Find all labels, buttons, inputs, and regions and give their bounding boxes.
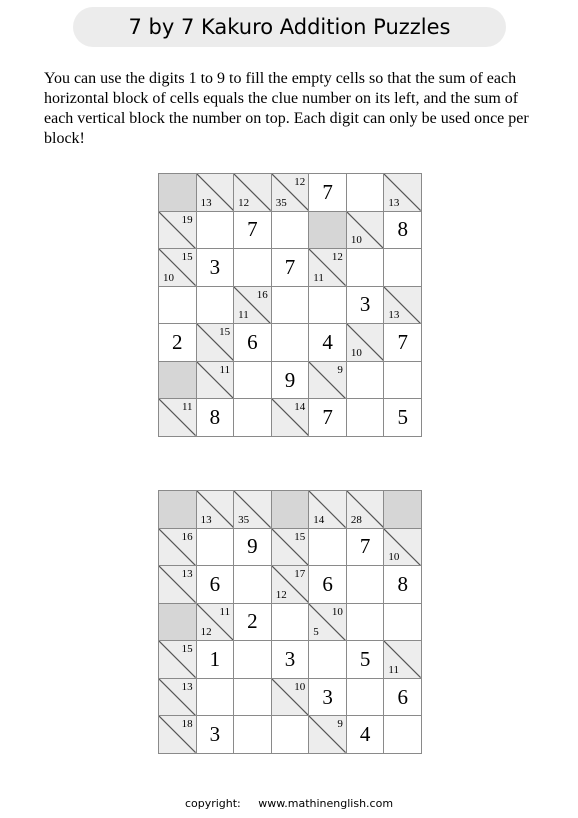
clue-cell (159, 212, 197, 250)
down-clue: 10 (350, 346, 362, 359)
answer-cell[interactable] (159, 287, 197, 325)
footer (0, 797, 578, 810)
across-clue: 12 (331, 251, 343, 264)
across-clue: 15 (219, 326, 231, 339)
answer-cell[interactable] (272, 604, 310, 642)
down-clue: 12 (275, 588, 287, 601)
given-digit: 2 (247, 609, 258, 634)
down-clue: 28 (350, 513, 362, 526)
down-clue: 35 (275, 196, 287, 209)
answer-cell[interactable] (347, 399, 385, 437)
clue-cell (159, 679, 197, 717)
given-digit: 8 (397, 571, 408, 596)
given-digit: 7 (359, 534, 371, 559)
down-clue: 35 (238, 513, 250, 526)
clue-cell (159, 641, 197, 679)
given-digit: 9 (284, 367, 296, 392)
given-digit: 3 (359, 292, 371, 317)
clue-cell (197, 174, 235, 212)
clue-cell (272, 529, 310, 567)
across-clue: 16 (181, 530, 193, 543)
answer-cell[interactable] (384, 399, 422, 437)
answer-cell[interactable] (272, 212, 310, 250)
down-clue: 13 (388, 309, 400, 322)
answer-cell[interactable] (309, 566, 347, 604)
answer-cell[interactable] (347, 287, 385, 325)
answer-cell[interactable] (309, 287, 347, 325)
answer-cell[interactable] (347, 249, 385, 287)
answer-cell[interactable] (197, 679, 235, 717)
answer-cell[interactable] (272, 716, 310, 754)
answer-cell[interactable] (234, 324, 272, 362)
given-digit: 4 (359, 722, 371, 747)
across-clue: 11 (219, 363, 231, 376)
down-clue: 11 (238, 309, 249, 322)
answer-cell[interactable] (347, 604, 385, 642)
copyright-label: copyright: (184, 797, 241, 810)
clue-cell (159, 399, 197, 437)
given-digit: 9 (247, 534, 258, 559)
across-clue: 11 (219, 605, 231, 618)
answer-cell[interactable] (234, 249, 272, 287)
answer-cell[interactable] (197, 399, 235, 437)
answer-cell[interactable] (234, 362, 272, 400)
down-clue: 10 (163, 271, 174, 284)
answer-cell[interactable] (234, 529, 272, 567)
answer-cell[interactable] (309, 529, 347, 567)
given-digit: 1 (209, 647, 221, 672)
across-clue: 14 (294, 401, 306, 414)
clue-cell (272, 566, 310, 604)
answer-cell[interactable] (384, 716, 422, 754)
clue-cell (272, 174, 310, 212)
given-digit: 2 (172, 330, 183, 355)
clue-cell (384, 529, 422, 567)
clue-cell (384, 287, 422, 325)
across-clue: 9 (337, 363, 343, 376)
answer-cell[interactable] (272, 641, 310, 679)
clue-cell (272, 399, 310, 437)
answer-cell[interactable] (159, 324, 197, 362)
blocked-cell (159, 174, 197, 212)
answer-cell[interactable] (197, 249, 235, 287)
down-clue: 11 (388, 663, 400, 676)
answer-cell[interactable] (197, 716, 235, 754)
blocked-cell (159, 604, 197, 642)
answer-cell[interactable] (197, 641, 235, 679)
across-clue: 16 (256, 288, 268, 301)
answer-cell[interactable] (272, 249, 310, 287)
answer-cell[interactable] (309, 679, 347, 717)
given-digit: 7 (322, 405, 333, 430)
given-digit: 5 (359, 647, 371, 672)
down-clue: 13 (200, 196, 212, 209)
given-digit: 3 (209, 254, 221, 279)
down-clue: 12 (200, 626, 212, 639)
answer-cell[interactable] (197, 287, 235, 325)
clue-cell (384, 174, 422, 212)
given-digit: 5 (397, 405, 408, 430)
across-clue: 10 (294, 680, 306, 693)
answer-cell[interactable] (384, 324, 422, 362)
answer-cell[interactable] (347, 679, 385, 717)
answer-cell[interactable] (347, 529, 385, 567)
across-clue: 15 (181, 643, 193, 656)
clue-cell (159, 249, 197, 287)
across-clue: 15 (294, 530, 306, 543)
answer-cell[interactable] (384, 362, 422, 400)
given-digit: 7 (397, 330, 408, 355)
given-digit: 8 (209, 405, 221, 430)
answer-cell[interactable] (309, 399, 347, 437)
kakuro-puzzle-2 (158, 490, 422, 754)
across-clue: 11 (181, 401, 193, 414)
down-clue: 10 (388, 551, 400, 564)
clue-cell (197, 362, 235, 400)
down-clue: 14 (313, 513, 325, 526)
clue-cell (309, 716, 347, 754)
given-digit: 6 (397, 684, 408, 709)
across-clue: 13 (181, 568, 193, 581)
down-clue: 10 (350, 234, 362, 247)
clue-cell (384, 641, 422, 679)
given-digit: 7 (247, 217, 258, 242)
answer-cell[interactable] (347, 641, 385, 679)
answer-cell[interactable] (347, 174, 385, 212)
given-digit: 7 (322, 179, 333, 204)
clue-cell (159, 529, 197, 567)
answer-cell[interactable] (309, 324, 347, 362)
down-clue: 13 (388, 196, 400, 209)
clue-cell (309, 249, 347, 287)
clue-cell (272, 679, 310, 717)
down-clue: 5 (313, 626, 319, 639)
blocked-cell (159, 362, 197, 400)
across-clue: 15 (181, 251, 193, 264)
answer-cell[interactable] (347, 566, 385, 604)
across-clue: 10 (331, 605, 343, 618)
answer-cell[interactable] (272, 324, 310, 362)
answer-cell[interactable] (197, 529, 235, 567)
given-digit: 6 (322, 571, 333, 596)
blocked-cell (272, 491, 310, 529)
given-digit: 6 (247, 330, 258, 355)
clue-cell (197, 324, 235, 362)
across-clue: 17 (294, 568, 306, 581)
across-clue: 19 (181, 213, 193, 226)
blocked-cell (384, 491, 422, 529)
answer-cell[interactable] (309, 174, 347, 212)
title-banner (73, 7, 506, 47)
page-title: 7 by 7 Kakuro Addition Puzzles (128, 15, 451, 39)
clue-cell (234, 491, 272, 529)
answer-cell[interactable] (234, 566, 272, 604)
across-clue: 18 (181, 718, 193, 731)
clue-cell (234, 287, 272, 325)
kakuro-puzzle-1 (158, 173, 422, 437)
answer-cell[interactable] (347, 716, 385, 754)
answer-cell[interactable] (234, 604, 272, 642)
answer-cell[interactable] (272, 287, 310, 325)
given-digit: 3 (322, 684, 333, 709)
answer-cell[interactable] (272, 362, 310, 400)
clue-cell (309, 362, 347, 400)
answer-cell[interactable] (234, 679, 272, 717)
down-clue: 12 (238, 196, 250, 209)
given-digit: 6 (209, 571, 221, 596)
across-clue: 13 (181, 680, 193, 693)
answer-cell[interactable] (234, 716, 272, 754)
clue-cell (234, 174, 272, 212)
clue-cell (347, 212, 385, 250)
instructions-text: You can use the digits 1 to 9 to fill the empty cells so that the sum of each horizontal block of cells equals the clue number on its left, and the sum of each vertical block the number on top. Each digit can only be used once per block! (44, 70, 529, 147)
answer-cell[interactable] (234, 641, 272, 679)
answer-cell[interactable] (309, 641, 347, 679)
clue-cell (309, 491, 347, 529)
answer-cell[interactable] (347, 362, 385, 400)
given-digit: 3 (284, 647, 296, 672)
clue-cell (309, 604, 347, 642)
answer-cell[interactable] (384, 604, 422, 642)
across-clue: 9 (337, 718, 343, 731)
site-url: www.mathinenglish.com (258, 797, 394, 810)
answer-cell[interactable] (197, 566, 235, 604)
blocked-cell (159, 491, 197, 529)
down-clue: 13 (200, 513, 212, 526)
given-digit: 7 (284, 254, 296, 279)
clue-cell (347, 324, 385, 362)
given-digit: 4 (322, 330, 333, 355)
answer-cell[interactable] (384, 566, 422, 604)
clue-cell (197, 604, 235, 642)
clue-cell (197, 491, 235, 529)
answer-cell[interactable] (234, 399, 272, 437)
down-clue: 11 (313, 271, 324, 284)
answer-cell[interactable] (234, 212, 272, 250)
clue-cell (159, 566, 197, 604)
clue-cell (347, 491, 385, 529)
answer-cell[interactable] (384, 679, 422, 717)
given-digit: 3 (209, 722, 221, 747)
clue-cell (159, 716, 197, 754)
answer-cell[interactable] (197, 212, 235, 250)
blocked-cell (309, 212, 347, 250)
answer-cell[interactable] (384, 212, 422, 250)
answer-cell[interactable] (384, 249, 422, 287)
given-digit: 8 (397, 217, 408, 242)
across-clue: 12 (294, 176, 306, 188)
